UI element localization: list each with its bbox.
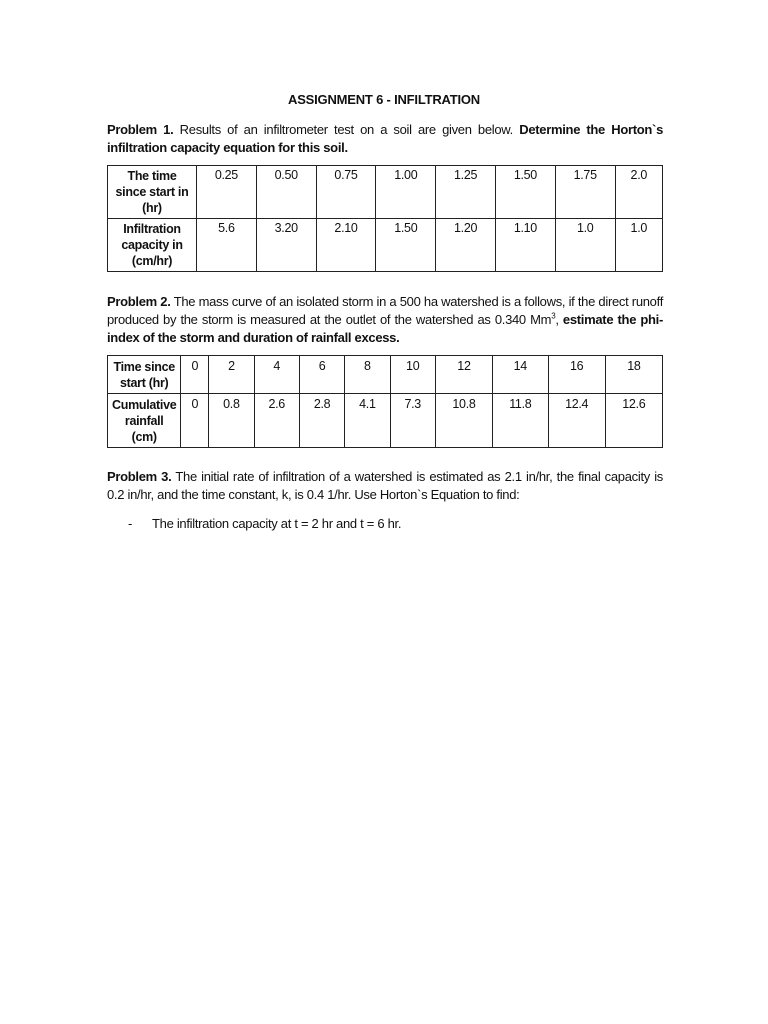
problem-3-statement (107, 468, 663, 504)
rainfall-cell: 11.8 (493, 394, 549, 448)
problem-3-label: Problem 3. (107, 469, 172, 484)
time-cell: 1.25 (436, 166, 496, 219)
infiltration-cell: 5.6 (197, 219, 257, 272)
rainfall-cell: 2.8 (299, 394, 344, 448)
time-cell: 12 (435, 356, 492, 394)
time-cell: 1.50 (495, 166, 555, 219)
time-cell: 1.75 (555, 166, 615, 219)
infiltrometer-table (107, 165, 663, 272)
bullet-text: The infiltration capacity at t = 2 hr and t = 6 hr. (152, 516, 402, 531)
time-cell: 16 (548, 356, 605, 394)
problem-2-task: estimate the phi-index of the storm and duration of rainfall excess. (107, 312, 664, 345)
rainfall-header-cell: Cumulative rainfall (cm) (108, 394, 181, 448)
infiltration-header-cell: Infiltration capacity in (cm/hr) (108, 219, 197, 272)
time-cell: 10 (390, 356, 435, 394)
problem-2-text-b: , (555, 312, 563, 327)
time-cell: 8 (345, 356, 390, 394)
time-cell: 0.25 (197, 166, 257, 219)
problem-2-superscript: 3 (551, 311, 556, 321)
time-cell: 14 (493, 356, 549, 394)
infiltration-cell: 2.10 (316, 219, 376, 272)
time-cell: 0.75 (316, 166, 376, 219)
time-cell: 18 (605, 356, 662, 394)
problem-1-task: Determine the Horton`s infiltration capacity equation for this soil. (107, 122, 663, 155)
table-row (108, 219, 663, 272)
rainfall-cell: 4.1 (345, 394, 390, 448)
mass-curve-table (107, 355, 663, 448)
time-cell: 2.0 (615, 166, 662, 219)
time-cell: 0.50 (256, 166, 316, 219)
infiltration-cell: 1.0 (555, 219, 615, 272)
infiltration-cell: 1.20 (436, 219, 496, 272)
problem-1-text: Results of an infiltrometer test on a soil are given below. (173, 122, 520, 137)
assignment-title: ASSIGNMENT 6 - INFILTRATION (288, 92, 480, 107)
time-cell: 4 (254, 356, 299, 394)
rainfall-cell: 0.8 (209, 394, 254, 448)
problem-2-text-a: The mass curve of an isolated storm in a 500 ha watershed is a follows, if the direct runoff produced by the storm is measured at the outlet of the watershed as 0.340 Mm (107, 294, 663, 327)
time-cell: 6 (299, 356, 344, 394)
rainfall-cell: 2.6 (254, 394, 299, 448)
time-cell: 2 (209, 356, 254, 394)
problem-2-label: Problem 2. (107, 294, 171, 309)
infiltration-cell: 1.10 (495, 219, 555, 272)
time-header-cell: The time since start in (hr) (108, 166, 197, 219)
problem-3-bullet (128, 516, 401, 531)
infiltration-cell: 1.0 (615, 219, 662, 272)
time-cell: 0 (181, 356, 209, 394)
table-row (108, 166, 663, 219)
rainfall-cell: 0 (181, 394, 209, 448)
problem-1-statement (107, 121, 663, 157)
table-row (108, 394, 663, 448)
problem-3-text: The initial rate of infiltration of a watershed is estimated as 2.1 in/hr, the final capacity is 0.2 in/hr, and the time constant, k, is 0.4 1/hr. Use Horton`s Equation to find: (107, 469, 663, 502)
bullet-marker: - (128, 516, 133, 531)
infiltration-cell: 1.50 (376, 219, 436, 272)
problem-1-label: Problem 1. (107, 122, 174, 137)
time-header-cell: Time since start (hr) (108, 356, 181, 394)
problem-2-statement (107, 293, 663, 347)
rainfall-cell: 7.3 (390, 394, 435, 448)
rainfall-cell: 12.4 (548, 394, 605, 448)
time-cell: 1.00 (376, 166, 436, 219)
table-row (108, 356, 663, 394)
infiltration-cell: 3.20 (256, 219, 316, 272)
rainfall-cell: 10.8 (435, 394, 492, 448)
rainfall-cell: 12.6 (605, 394, 662, 448)
